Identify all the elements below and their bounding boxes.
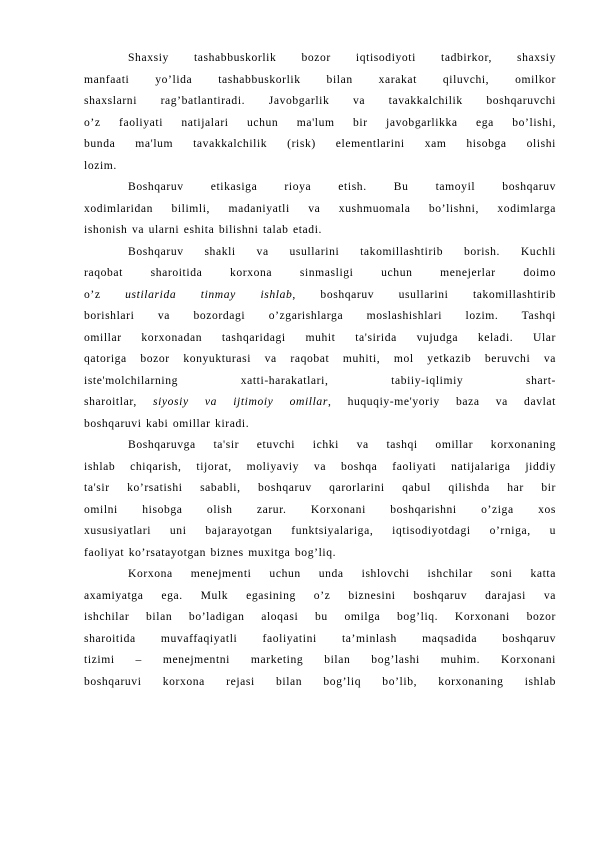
paragraph-2 — [84, 176, 556, 241]
text-line: omillar korxonadan tashqaridagi muhit ta'sirida vujudga keladi. Ular — [84, 330, 556, 344]
paragraph-5 — [84, 563, 556, 692]
text-line: axamiyatga ega. Mulk egasining o’z biznesini boshqaruv darajasi va — [84, 588, 556, 602]
document-page — [84, 47, 556, 692]
text-line: Boshqaruv etikasiga rioya etish. Bu tamoyil boshqaruv — [128, 180, 556, 193]
text-line: Korxona menejmenti uchun unda ishlovchi ishchilar soni katta — [128, 567, 556, 580]
text-line: iste'molchilarning xatti-harakatlari, tabiiy-iqlimiy shart- — [84, 373, 556, 387]
text-line: faoliyat ko’rsatayotgan biznes muxitga bog’liq. — [84, 545, 337, 559]
text-line: Boshqaruv shakli va usullarini takomillashtirib borish. Kuchli — [128, 244, 556, 258]
text-line: ta'sir ko’rsatishi sababli, boshqaruv qarorlarini qabul qilishda har bir — [84, 481, 556, 494]
text-line: xususiyatlari uni bajarayotgan funktsiyalariga, iqtisodiyotdagi o’rniga, u — [84, 524, 556, 537]
text-line: xodimlaridan bilimli, madaniyatli va xushmuomala bo’lishni, xodimlarga — [84, 201, 556, 215]
text-line: Shaxsiy tashabbuskorlik bozor iqtisodiyoti tadbirkor, shaxsiy — [128, 51, 556, 64]
italic-phrase: ustilarida tinmay ishlab — [125, 287, 293, 301]
text-line: sharoitida muvaffaqiyatli faoliyatini ta’minlash maqsadida boshqaruv — [84, 631, 556, 645]
paragraph-1 — [84, 47, 556, 176]
text-line: boshqaruvi korxona rejasi bilan bog’liq bo’lib, korxonaning ishlab — [84, 674, 556, 688]
text-line: borishlari va bozordagi o’zgarishlarga moslashishlari lozim. Tashqi — [84, 309, 556, 322]
text-line: ishchilar bilan bo’ladigan aloqasi bu omilga bog’liq. Korxonani bozor — [84, 610, 556, 623]
paragraph-4 — [84, 434, 556, 563]
text-line: ishonish va ularni eshita bilishni talab etadi. — [84, 223, 323, 236]
text-line: raqobat sharoitida korxona sinmasligi uchun menejerlar doimo — [84, 266, 556, 279]
text-line: ishlab chiqarish, tijorat, moliyaviy va boshqa faoliyati natijalariga jiddiy — [84, 459, 556, 473]
text-line: bunda ma'lum tavakkalchilik (risk) elementlarini xam hisobga olishi — [84, 137, 556, 150]
text-line: tizimi – menejmentni marketing bilan bog’lashi muhim. Korxonani — [84, 653, 556, 666]
italic-phrase: siyosiy va ijtimoiy omillar — [152, 395, 328, 408]
text-line: shaxslarni rag’batlantiradi. Javobgarlik va tavakkalchilik boshqaruvchi — [84, 94, 556, 107]
text-line-with-italic — [84, 284, 556, 306]
text-line: Boshqaruvga ta'sir etuvchi ichki va tashqi omillar korxonaning — [128, 438, 556, 451]
text-line-with-italic — [84, 391, 556, 413]
text-run: sharoitlar, — [84, 395, 153, 408]
text-line: lozim. — [84, 158, 117, 172]
text-line: boshqaruvi kabi omillar kiradi. — [84, 416, 250, 430]
paragraph-3 — [84, 241, 556, 435]
text-run: , boshqaruv usullarini takomillashtirib — [292, 287, 556, 301]
text-run: o’z — [84, 287, 126, 301]
text-run: , huquqiy-me'yoriy baza va davlat — [327, 395, 556, 408]
text-line: manfaati yo’lida tashabbuskorlik bilan xarakat qiluvchi, omilkor — [84, 72, 556, 86]
text-line: qatoriga bozor konyukturasi va raqobat muhiti, mol yetkazib beruvchi va — [84, 352, 556, 365]
text-line: omilni hisobga olish zarur. Korxonani boshqarishni o’ziga xos — [84, 502, 556, 516]
text-line: o’z faoliyati natijalari uchun ma'lum bir javobgarlikka ega bo’lishi, — [84, 115, 556, 129]
